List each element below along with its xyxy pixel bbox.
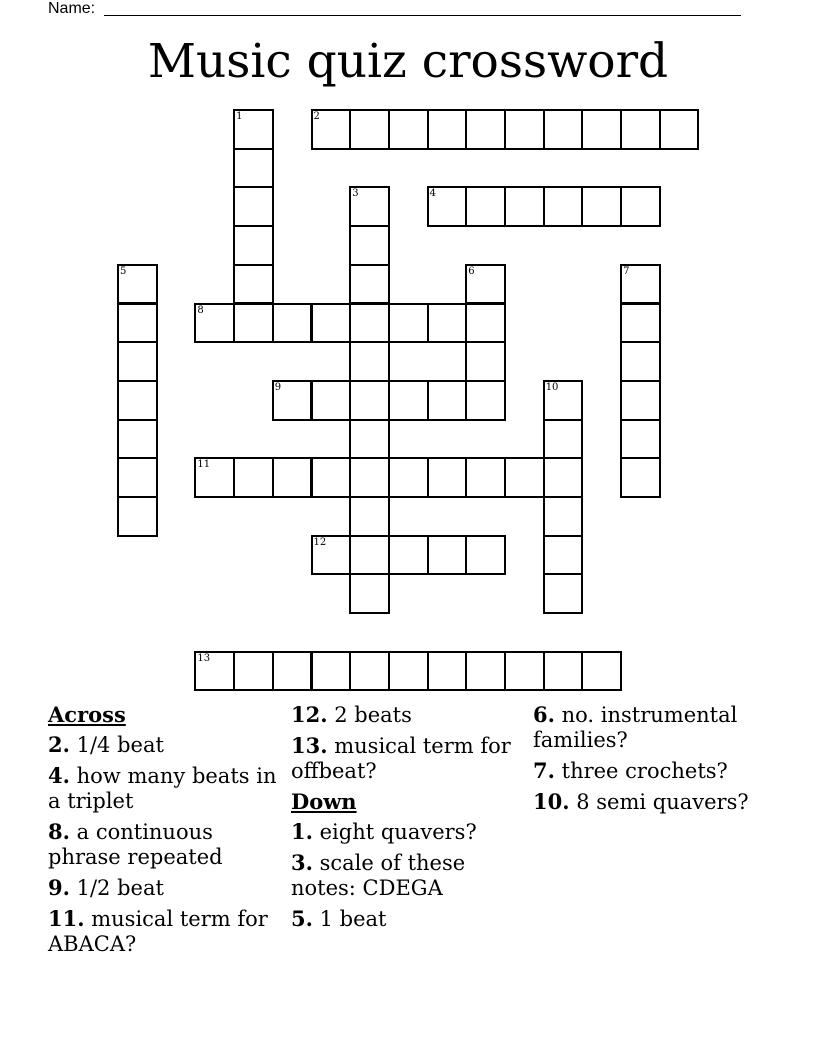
- crossword-cell[interactable]: [194, 303, 235, 344]
- across-clue-9: [48, 875, 280, 901]
- clue-number: 12.: [291, 702, 328, 727]
- crossword-cell[interactable]: [272, 651, 313, 692]
- crossword-cell[interactable]: [504, 186, 545, 227]
- clue-number: 7.: [533, 758, 555, 783]
- cell-number: 9: [274, 381, 282, 393]
- crossword-cell[interactable]: [543, 109, 584, 150]
- crossword-cell[interactable]: [427, 380, 468, 421]
- clue-number: 6.: [533, 702, 555, 727]
- crossword-cell[interactable]: [311, 109, 352, 150]
- clue-number: 9.: [48, 875, 70, 900]
- crossword-cell[interactable]: [233, 148, 274, 189]
- crossword-cell[interactable]: [504, 651, 545, 692]
- clue-text: 1/4 beat: [76, 733, 164, 757]
- across-clue-4: [48, 763, 280, 814]
- cell-number: 13: [197, 652, 211, 664]
- clue-text: 1/2 beat: [76, 876, 164, 900]
- crossword-cell[interactable]: [388, 457, 429, 498]
- across-clue-13: [291, 733, 523, 784]
- crossword-cell[interactable]: [349, 341, 390, 382]
- crossword-cell[interactable]: [349, 109, 390, 150]
- clue-number: 4.: [48, 763, 70, 788]
- crossword-cell[interactable]: [349, 573, 390, 614]
- cell-number: 1: [236, 111, 243, 122]
- crossword-cell[interactable]: [620, 264, 661, 305]
- crossword-cell[interactable]: [233, 651, 274, 692]
- clue-number: 10.: [533, 789, 570, 814]
- crossword-cell[interactable]: [465, 535, 506, 576]
- crossword-cell[interactable]: [543, 535, 584, 576]
- crossword-cell[interactable]: [620, 380, 661, 421]
- crossword-cell[interactable]: [465, 380, 506, 421]
- crossword-cell[interactable]: [388, 109, 429, 150]
- crossword-cell[interactable]: [465, 341, 506, 382]
- clues-column-3: [533, 702, 765, 820]
- clue-text: three crochets?: [561, 759, 728, 783]
- crossword-cell[interactable]: [620, 303, 661, 344]
- crossword-cell[interactable]: [272, 380, 313, 421]
- cell-number: 8: [197, 304, 204, 316]
- crossword-cell[interactable]: [427, 186, 468, 227]
- crossword-cell[interactable]: [543, 651, 584, 692]
- clue-text: eight quavers?: [319, 820, 477, 844]
- crossword-cell[interactable]: [388, 380, 429, 421]
- across-clue-8: [48, 819, 280, 870]
- crossword-cell[interactable]: [427, 651, 468, 692]
- crossword-cell[interactable]: [194, 457, 235, 498]
- crossword-cell[interactable]: [117, 380, 158, 421]
- crossword-cell[interactable]: [504, 109, 545, 150]
- crossword-cell[interactable]: [427, 457, 468, 498]
- down-clue-7: [533, 758, 765, 784]
- crossword-cell[interactable]: [581, 651, 622, 692]
- crossword-cell[interactable]: [311, 651, 352, 692]
- down-clue-1: [291, 819, 523, 845]
- crossword-cell[interactable]: [349, 651, 390, 692]
- crossword-cell[interactable]: [349, 264, 390, 305]
- clue-text: 2 beats: [334, 703, 412, 727]
- crossword-cell[interactable]: [117, 496, 158, 537]
- crossword-cell[interactable]: [349, 225, 390, 266]
- crossword-cell[interactable]: [233, 457, 274, 498]
- cell-number: 4: [429, 188, 436, 200]
- cell-number: 12: [313, 536, 327, 548]
- crossword-cell[interactable]: [311, 535, 352, 576]
- crossword-cell[interactable]: [465, 186, 506, 227]
- down-clue-5: [291, 906, 523, 932]
- across-clue-12: [291, 702, 523, 728]
- cell-number: 2: [313, 111, 320, 122]
- crossword-cell[interactable]: [349, 186, 390, 227]
- crossword-cell[interactable]: [117, 419, 158, 460]
- down-clue-6: [533, 702, 765, 753]
- crossword-cell[interactable]: [543, 419, 584, 460]
- name-label: Name:: [48, 0, 96, 17]
- clue-number: 11.: [48, 906, 85, 931]
- crossword-cell[interactable]: [117, 341, 158, 382]
- clue-text: musical term for offbeat?: [291, 734, 511, 783]
- crossword-cell[interactable]: [659, 109, 700, 150]
- across-clue-11: [48, 906, 280, 957]
- cell-number: 10: [545, 381, 559, 393]
- crossword-cell[interactable]: [117, 264, 158, 305]
- clue-text: no. instrumental families?: [533, 703, 738, 752]
- crossword-cell[interactable]: [233, 109, 274, 150]
- clue-text: 8 semi quavers?: [576, 790, 749, 814]
- crossword-cell[interactable]: [620, 419, 661, 460]
- clue-text: scale of these notes: CDEGA: [291, 851, 466, 900]
- crossword-cell[interactable]: [233, 225, 274, 266]
- crossword-cell[interactable]: [117, 303, 158, 344]
- down-clue-10: [533, 789, 765, 815]
- crossword-cell[interactable]: [543, 496, 584, 537]
- crossword-cell[interactable]: [349, 419, 390, 460]
- crossword-cell[interactable]: [543, 573, 584, 614]
- crossword-cell[interactable]: [581, 186, 622, 227]
- clue-number: 13.: [291, 733, 328, 758]
- page-title: Music quiz crossword: [147, 34, 669, 89]
- crossword-cell[interactable]: [349, 303, 390, 344]
- crossword-cell[interactable]: [349, 535, 390, 576]
- crossword-cell[interactable]: [465, 651, 506, 692]
- crossword-cell[interactable]: [465, 264, 506, 305]
- clue-number: 5.: [291, 906, 313, 931]
- crossword-cell[interactable]: [233, 303, 274, 344]
- clue-number: 2.: [48, 732, 70, 757]
- crossword-cell[interactable]: [543, 380, 584, 421]
- crossword-cell[interactable]: [620, 109, 661, 150]
- crossword-cell[interactable]: [620, 341, 661, 382]
- cell-number: 7: [623, 265, 630, 277]
- clues-column-1: [48, 702, 280, 962]
- crossword-cell[interactable]: [388, 651, 429, 692]
- clue-number: 8.: [48, 819, 70, 844]
- crossword-cell[interactable]: [465, 303, 506, 344]
- crossword-cell[interactable]: [504, 457, 545, 498]
- crossword-cell[interactable]: [117, 457, 158, 498]
- crossword-cell[interactable]: [272, 303, 313, 344]
- crossword-cell[interactable]: [349, 380, 390, 421]
- crossword-cell[interactable]: [233, 264, 274, 305]
- crossword-cell[interactable]: [620, 186, 661, 227]
- crossword-cell[interactable]: [388, 303, 429, 344]
- clue-number: 1.: [291, 819, 313, 844]
- crossword-cell[interactable]: [620, 457, 661, 498]
- crossword-cell[interactable]: [311, 303, 352, 344]
- cell-number: 6: [468, 265, 475, 277]
- crossword-cell[interactable]: [194, 651, 235, 692]
- crossword-cell[interactable]: [427, 303, 468, 344]
- crossword-cell[interactable]: [543, 457, 584, 498]
- clue-number: 3.: [291, 850, 313, 875]
- across-clue-2: [48, 732, 280, 758]
- clue-text: how many beats in a triplet: [48, 764, 277, 813]
- crossword-cell[interactable]: [465, 457, 506, 498]
- crossword-cell[interactable]: [349, 496, 390, 537]
- crossword-cell[interactable]: [427, 109, 468, 150]
- clues-column-2: [291, 702, 523, 937]
- crossword-cell[interactable]: [388, 535, 429, 576]
- across-heading: Across: [48, 702, 126, 727]
- crossword-cell[interactable]: [349, 457, 390, 498]
- crossword-cell[interactable]: [581, 109, 622, 150]
- down-clue-3: [291, 850, 523, 901]
- cell-number: 5: [120, 265, 127, 277]
- crossword-cell[interactable]: [427, 535, 468, 576]
- crossword-cell[interactable]: [465, 109, 506, 150]
- down-heading: Down: [291, 789, 357, 814]
- cell-number: 11: [197, 459, 211, 471]
- crossword-cell[interactable]: [311, 457, 352, 498]
- crossword-cell[interactable]: [311, 380, 352, 421]
- cell-number: 3: [352, 188, 359, 200]
- clue-text: musical term for ABACA?: [48, 907, 268, 956]
- crossword-cell[interactable]: [233, 186, 274, 227]
- crossword-cell[interactable]: [272, 457, 313, 498]
- clue-text: a continuous phrase repeated: [48, 820, 223, 869]
- clue-text: 1 beat: [319, 907, 387, 931]
- crossword-cell[interactable]: [543, 186, 584, 227]
